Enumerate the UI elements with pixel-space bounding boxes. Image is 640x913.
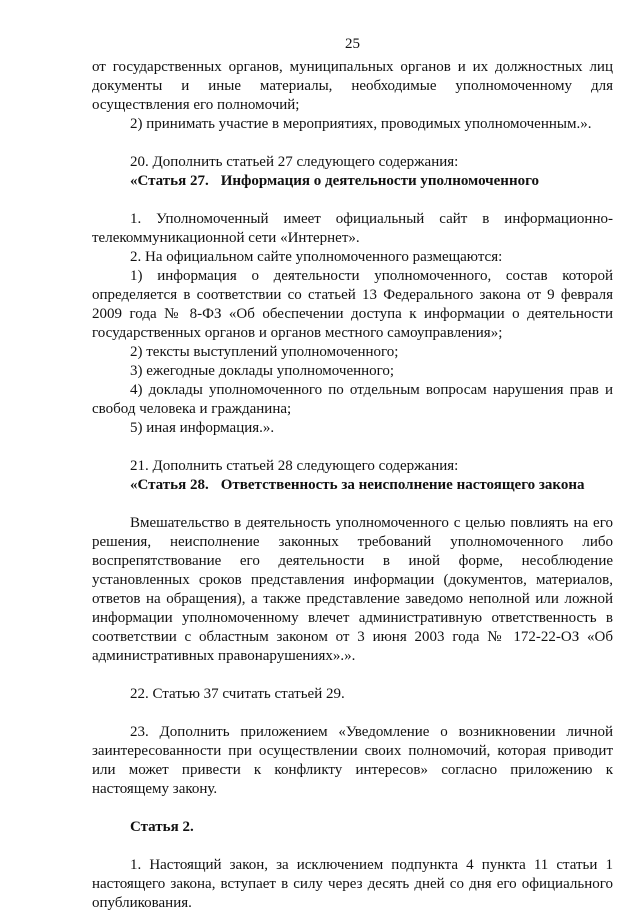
spacer bbox=[92, 837, 613, 856]
page-number: 25 bbox=[345, 36, 360, 52]
spacer bbox=[92, 704, 613, 723]
spacer bbox=[92, 134, 613, 153]
amendment-item-23: 23. Дополнить приложением «Уведомление о возникновении личной заинтересованности при осуществлении своих полномочий, которая приводит или может привести к конфликту интересов» согласно приложению к настоящему закону. bbox=[92, 724, 613, 797]
article-2-paragraph-1: 1. Настоящий закон, за исключением подпункта 4 пункта 11 статьи 1 настоящего закона, вступает в силу через десять дней со дня его официального опубликования. bbox=[92, 857, 613, 911]
article-27-heading bbox=[92, 172, 613, 191]
spacer bbox=[92, 666, 613, 685]
amendment-item-20: 20. Дополнить статьей 27 следующего содержания: bbox=[130, 154, 459, 170]
spacer bbox=[92, 495, 613, 514]
amendment-item-22: 22. Статью 37 считать статьей 29. bbox=[130, 686, 345, 702]
article-27-list-item-4: 4) доклады уполномоченного по отдельным вопросам нарушения прав и свобод человека и гражданина; bbox=[92, 382, 613, 417]
spacer bbox=[92, 191, 613, 210]
article-27-number: «Статья 27. bbox=[130, 173, 209, 189]
article-27-paragraph-1: 1. Уполномоченный имеет официальный сайт в информационно-телекоммуникационной сети «Интернет». bbox=[92, 211, 613, 246]
article-28-heading bbox=[92, 476, 613, 495]
article-27-paragraph-2: 2. На официальном сайте уполномоченного размещаются: bbox=[130, 249, 503, 265]
article-27-list-item-2: 2) тексты выступлений уполномоченного; bbox=[130, 344, 399, 360]
spacer bbox=[92, 799, 613, 818]
article-27-title: Информация о деятельности уполномоченного bbox=[220, 173, 540, 189]
article-27-list-item-5: 5) иная информация.». bbox=[130, 420, 275, 436]
amendment-item-21: 21. Дополнить статьей 28 следующего содержания: bbox=[130, 458, 459, 474]
article-28-paragraph-1: Вмешательство в деятельность уполномоченного с целью повлиять на его решения, неисполнение законных требований уполномоченного либо воспрепятствование его деятельности в иной форме, несоблюдение установленных сроков представления информации (документов, материалов, ответов на обращения), а также представление заведомо неполной или ложной информации уполномоченному влечет административную ответственность в соответствии с областным законом от 3 июня 2003 года № 172-22-ОЗ «Об административных правонарушениях».». bbox=[92, 515, 613, 664]
article-2-heading: Статья 2. bbox=[130, 819, 194, 835]
paragraph-continuation: от государственных органов, муниципальных органов и их должностных лиц документы и иные материалы, необходимые уполномоченному для осуществления его полномочий; bbox=[92, 59, 613, 113]
article-27-list-item-1: 1) информация о деятельности уполномоченного, состав которой определяется в соответствии со статьей 13 Федерального закона от 9 февраля 2009 года № 8-ФЗ «Об обеспечении доступа к информации о деятельности государственных органов и органов местного самоуправления»; bbox=[92, 268, 613, 341]
article-28-number: «Статья 28. bbox=[130, 477, 209, 493]
spacer bbox=[92, 438, 613, 457]
article-27-list-item-3: 3) ежегодные доклады уполномоченного; bbox=[130, 363, 395, 379]
article-28-title: Ответственность за неисполнение настоящего закона bbox=[220, 477, 585, 493]
paragraph-item-2: 2) принимать участие в мероприятиях, проводимых уполномоченным.». bbox=[130, 116, 592, 132]
